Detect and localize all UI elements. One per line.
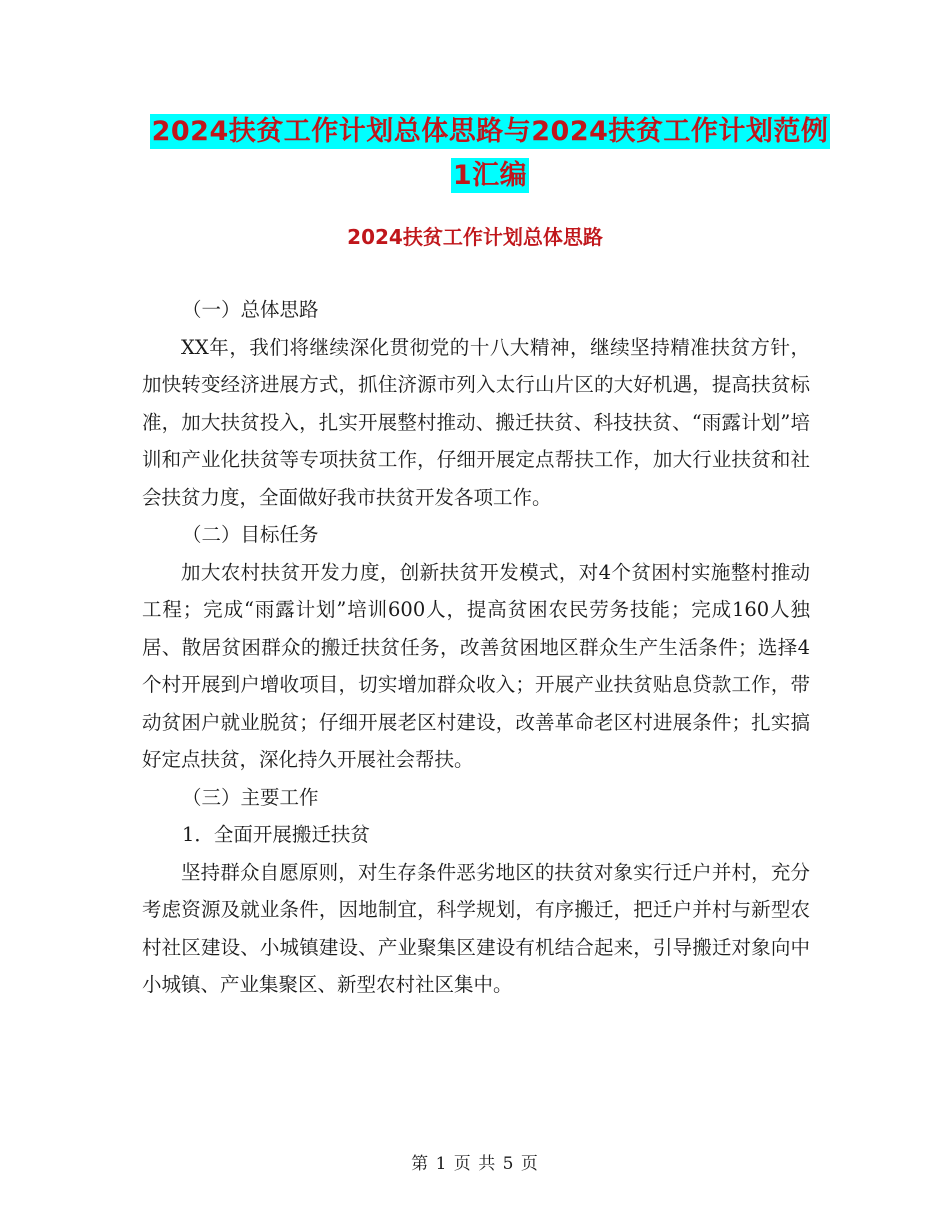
- heading-relocation: 1．全面开展搬迁扶贫: [182, 823, 370, 846]
- page-footer: 第 1 页 共 5 页: [411, 1154, 539, 1174]
- heading-goals-tasks: （二）目标任务: [182, 523, 319, 546]
- document-title: [140, 110, 840, 198]
- paragraph-relocation: 坚持群众自愿原则，对生存条件恶劣地区的扶贫对象实行迁户并村，充分考虑资源及就业条件，因地制宜，科学规划，有序搬迁，把迁户并村与新型农村社区建设、小城镇建设、产业聚集区建设有机结合起来，引导搬迁对象向中小城镇、产业集聚区、新型农村社区集中。: [142, 860, 810, 996]
- document-body: [142, 291, 810, 1004]
- document-title-line-2: 1汇编: [452, 160, 528, 191]
- heading-overall-approach: （一）总体思路: [182, 298, 319, 321]
- heading-main-work: （三）主要工作: [182, 785, 319, 809]
- paragraph-goals-tasks: 加大农村扶贫开发力度，创新扶贫开发模式，对4个贫困村实施整村推动工程；完成“雨露计划”培训600人，提高贫困农民劳务技能；完成160人独居、散居贫困群众的搬迁扶贫任务，改善贫困地区群众生产生活条件；选择4个村开展到户增收项目，切实增加群众收入；开展产业扶贫贴息贷款工作，带动贫困户就业脱贫；仔细开展老区村建设，改善革命老区村进展条件；扎实搞好定点扶贫，深化持久开展社会帮扶。: [142, 560, 810, 771]
- section-title: 2024扶贫工作计划总体思路: [347, 225, 603, 249]
- document-title-line-1: 2024扶贫工作计划总体思路与2024扶贫工作计划范例: [151, 116, 829, 147]
- paragraph-overall-approach: XX年，我们将继续深化贯彻党的十八大精神，继续坚持精准扶贫方针，加快转变经济进展方式，抓住济源市列入太行山片区的大好机遇，提高扶贫标准，加大扶贫投入，扎实开展整村推动、搬迁扶贫、科技扶贫、“雨露计划”培训和产业化扶贫等专项扶贫工作，仔细开展定点帮扶工作，加大行业扶贫和社会扶贫力度，全面做好我市扶贫开发各项工作。: [142, 335, 810, 509]
